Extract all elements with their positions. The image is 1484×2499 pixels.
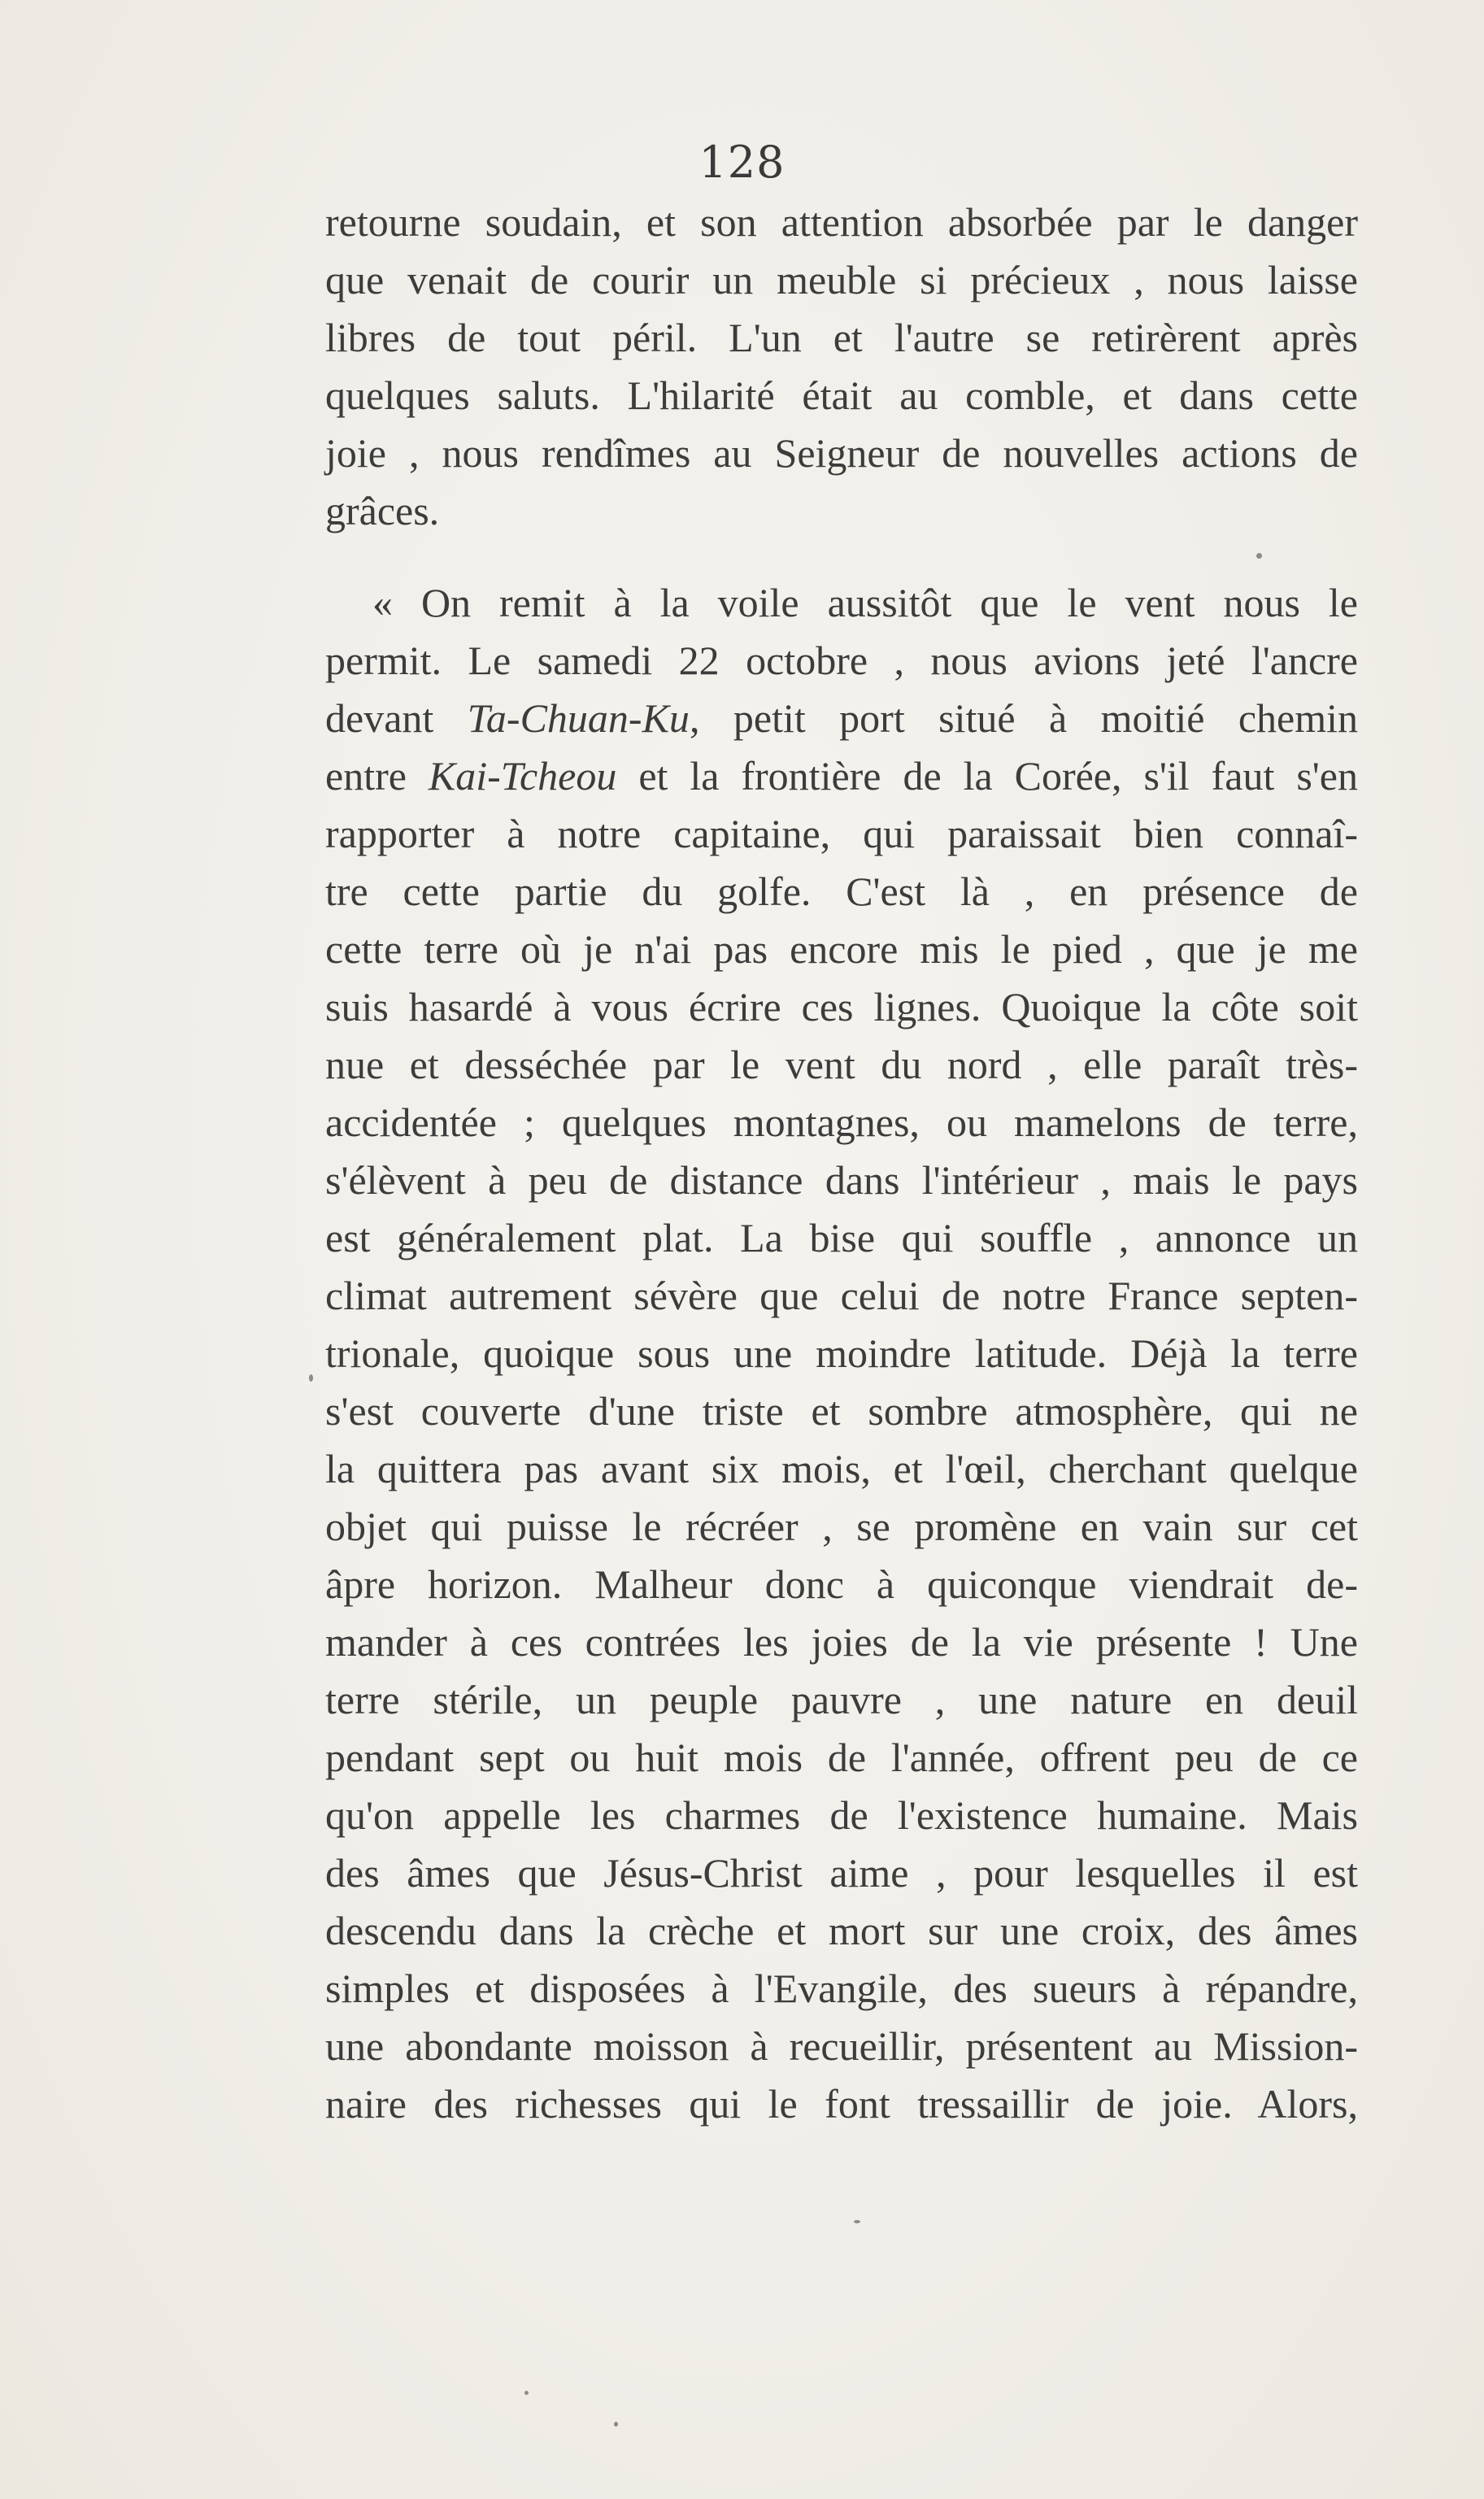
text-span: , petit port situé à moitié chemin [689, 695, 1358, 741]
paragraph-spacer [325, 540, 1358, 574]
place-name: Kai-Tcheou [428, 753, 617, 799]
paper-speck [854, 2220, 860, 2223]
text-line: accidentée ; quelques montagnes, ou mamelons de terre, [325, 1099, 1358, 1145]
paragraph-1 [325, 194, 1358, 540]
paper-speck [1256, 553, 1262, 559]
text-line: rapporter à notre capitaine, qui paraissait bien connaî- [325, 811, 1358, 856]
text-line: pendant sept ou huit mois de l'année, offrent peu de ce [325, 1735, 1358, 1780]
text-line: libres de tout péril. L'un et l'autre se retirèrent après [325, 315, 1358, 360]
text-line: qu'on appelle les charmes de l'existence humaine. Mais [325, 1792, 1358, 1838]
paper-speck [524, 2391, 529, 2395]
text-span: entre [325, 753, 429, 799]
text-line: s'est couverte d'une triste et sombre atmosphère, qui ne [325, 1388, 1358, 1434]
text-line: quelques saluts. L'hilarité était au comble, et dans cette [325, 372, 1358, 418]
text-line: suis hasardé à vous écrire ces lignes. Quoique la côte soit [325, 984, 1358, 1030]
text-line: des âmes que Jésus-Christ aime , pour lesquelles il est [325, 1850, 1358, 1896]
paper-speck [309, 1374, 313, 1382]
text-line: joie , nous rendîmes au Seigneur de nouvelles actions de [325, 430, 1358, 476]
text-line: cette terre où je n'ai pas encore mis le pied , que je me [325, 926, 1358, 972]
text-line: permit. Le samedi 22 octobre , nous avions jeté l'ancre [325, 638, 1358, 683]
text-line: nue et desséchée par le vent du nord , elle paraît très- [325, 1042, 1358, 1087]
paper-speck [614, 2422, 618, 2427]
text-line: une abondante moisson à recueillir, présentent au Mission- [325, 2023, 1358, 2069]
text-line: est généralement plat. La bise qui souffle , annonce un [325, 1215, 1358, 1260]
place-name: Ta-Chuan-Ku [467, 695, 690, 741]
text-line [325, 747, 1358, 805]
paragraph-2 [325, 574, 1358, 2133]
text-line: trionale, quoique sous une moindre latitude. Déjà la terre [325, 1330, 1358, 1376]
page-number: 128 [698, 137, 786, 188]
text-line: climat autrement sévère que celui de notre France septen- [325, 1273, 1358, 1318]
body-text [325, 194, 1358, 2133]
text-line: objet qui puisse le récréer , se promène en vain sur cet [325, 1504, 1358, 1549]
text-line: simples et disposées à l'Evangile, des sueurs à répandre, [325, 1966, 1358, 2011]
text-line: terre stérile, un peuple pauvre , une nature en deuil [325, 1677, 1358, 1722]
text-line: retourne soudain, et son attention absorbée par le danger [325, 199, 1358, 245]
text-line: la quittera pas avant six mois, et l'œil, cherchant quelque [325, 1446, 1358, 1491]
text-line: « On remit à la voile aussitôt que le vent nous le [372, 580, 1358, 625]
text-line: naire des richesses qui le font tressaillir de joie. Alors, [325, 2081, 1358, 2127]
text-line: descendu dans la crèche et mort sur une croix, des âmes [325, 1908, 1358, 1953]
text-line [325, 690, 1358, 747]
text-line: âpre horizon. Malheur donc à quiconque viendrait de- [325, 1561, 1358, 1607]
text-line: tre cette partie du golfe. C'est là , en présence de [325, 869, 1358, 914]
text-span: devant [325, 695, 468, 741]
text-line: s'élèvent à peu de distance dans l'intérieur , mais le pays [325, 1157, 1358, 1203]
text-line: que venait de courir un meuble si précieux , nous laisse [325, 257, 1358, 303]
text-line: grâces. [325, 488, 440, 533]
text-span: et la frontière de la Corée, s'il faut s'en [616, 753, 1358, 799]
text-line: mander à ces contrées les joies de la vie présente ! Une [325, 1619, 1358, 1665]
